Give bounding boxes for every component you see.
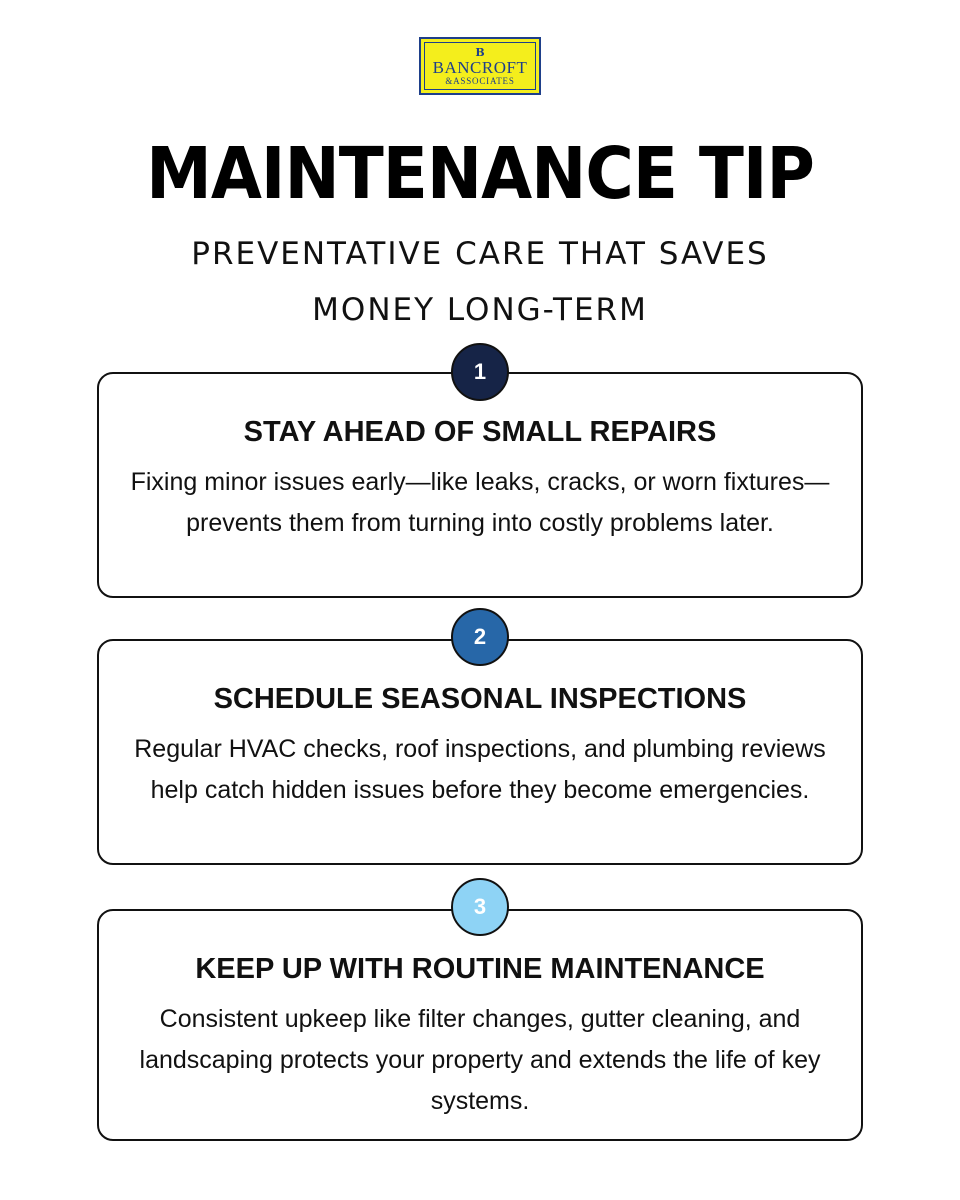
tip-title: SCHEDULE SEASONAL INSPECTIONS bbox=[213, 683, 747, 715]
logo-company-subtitle: &ASSOCIATES bbox=[445, 75, 515, 86]
tip-number-badge-2: 2 bbox=[451, 608, 509, 666]
tip-description: Regular HVAC checks, roof inspections, and plumbing reviews help catch hidden issues before they become emergencies. bbox=[134, 735, 826, 804]
page-subtitle bbox=[0, 226, 960, 338]
tip-card-1 bbox=[97, 372, 863, 598]
logo-company-name: BANCROFT bbox=[432, 57, 528, 77]
tip-title: KEEP UP WITH ROUTINE MAINTENANCE bbox=[195, 953, 765, 985]
tip-card-2 bbox=[97, 639, 863, 865]
tip-description: Consistent upkeep like filter changes, gutter cleaning, and landscaping protects your property and extends the life of key systems. bbox=[139, 1005, 821, 1115]
company-logo bbox=[419, 37, 541, 95]
tip-title: STAY AHEAD OF SMALL REPAIRS bbox=[243, 416, 717, 448]
tip-number-badge-3: 3 bbox=[451, 878, 509, 936]
page-title: MAINTENANCE TIP bbox=[146, 131, 814, 216]
logo-frame bbox=[424, 42, 536, 90]
tip-card-3 bbox=[97, 909, 863, 1141]
tip-number-badge-1: 1 bbox=[451, 343, 509, 401]
subtitle-line-1: PREVENTATIVE CARE THAT SAVES bbox=[191, 236, 769, 272]
logo-monogram: B bbox=[475, 45, 485, 59]
tip-description: Fixing minor issues early—like leaks, cracks, or worn fixtures—prevents them from turning into costly problems later. bbox=[130, 468, 830, 537]
subtitle-line-2: MONEY LONG-TERM bbox=[312, 292, 648, 328]
